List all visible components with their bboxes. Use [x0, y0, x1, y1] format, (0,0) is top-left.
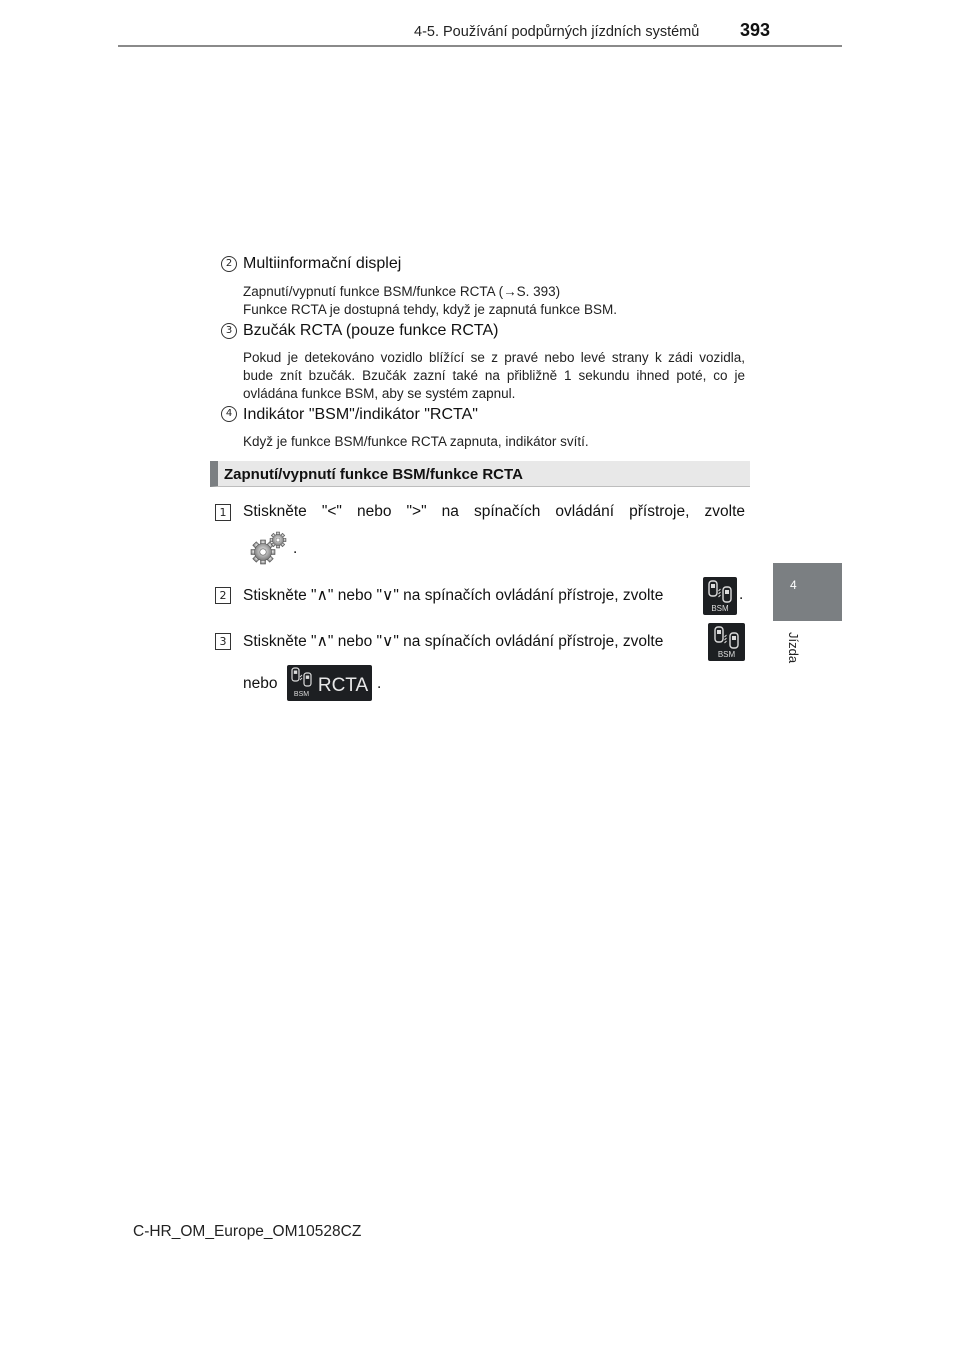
step-suffix: .	[739, 586, 744, 603]
bsm-icon-label: BSM	[711, 604, 729, 613]
item-title: Indikátor "BSM"/indikátor "RCTA"	[243, 406, 478, 423]
item-body	[243, 283, 745, 319]
bsm-icon	[703, 577, 737, 615]
section-title: Zapnutí/vypnutí funkce BSM/funkce RCTA	[224, 466, 523, 483]
item-body-line: Zapnutí/vypnutí funkce BSM/funkce RCTA (→S. 393)	[243, 284, 561, 299]
step-suffix: .	[377, 675, 382, 692]
item-body-line: Funkce RCTA je dostupná tehdy, když je zapnutá funkce BSM.	[243, 302, 617, 317]
step-text: Stiskněte "∧" nebo "∨" na spínačích ovládání přístroje, zvolte	[243, 633, 664, 650]
bsm-icon-label: BSM	[717, 650, 736, 659]
step-number: 3	[215, 633, 231, 650]
step-suffix: .	[293, 540, 298, 557]
bsm-rcta-icon	[287, 665, 372, 701]
rcta-icon-label: RCTA	[317, 675, 369, 696]
item-title: Bzučák RCTA (pouze funkce RCTA)	[243, 322, 499, 339]
step-text: Stiskněte "<" nebo ">" na spínačích ovládání přístroje, zvolte	[243, 503, 745, 520]
header-section-title: 4-5. Používání podpůrných jízdních systémů	[414, 24, 700, 40]
settings-gears-icon	[248, 530, 288, 568]
chapter-tab	[773, 563, 842, 621]
step-number: 1	[215, 504, 231, 521]
item-body: Když je funkce BSM/funkce RCTA zapnuta, indikátor svítí.	[243, 434, 589, 449]
header-divider	[118, 45, 842, 47]
step-number: 2	[215, 587, 231, 604]
page-number: 393	[740, 20, 771, 40]
item-marker: 3	[221, 323, 237, 339]
item-title: Multiinformační displej	[243, 255, 402, 272]
step-text: Stiskněte "∧" nebo "∨" na spínačích ovládání přístroje, zvolte	[243, 587, 664, 604]
item-marker: 4	[221, 406, 237, 422]
bsm-icon-label: BSM	[293, 691, 310, 698]
item-body: Pokud je detekováno vozidlo blížící se z pravé nebo levé strany k zádi vozidla, bude znít bzučák. Bzučák zazní také na přibližně 1 sekundu ihned poté, co je ovládána funkce BSM, aby se systém zapnul.	[243, 350, 745, 401]
item-marker: 2	[221, 256, 237, 272]
step-line2-prefix: nebo	[243, 675, 278, 692]
chapter-number: 4	[790, 578, 797, 592]
footer-document-id: C-HR_OM_Europe_OM10528CZ	[133, 1223, 362, 1240]
bsm-icon	[708, 623, 745, 661]
chapter-label: Jízda	[786, 632, 801, 664]
